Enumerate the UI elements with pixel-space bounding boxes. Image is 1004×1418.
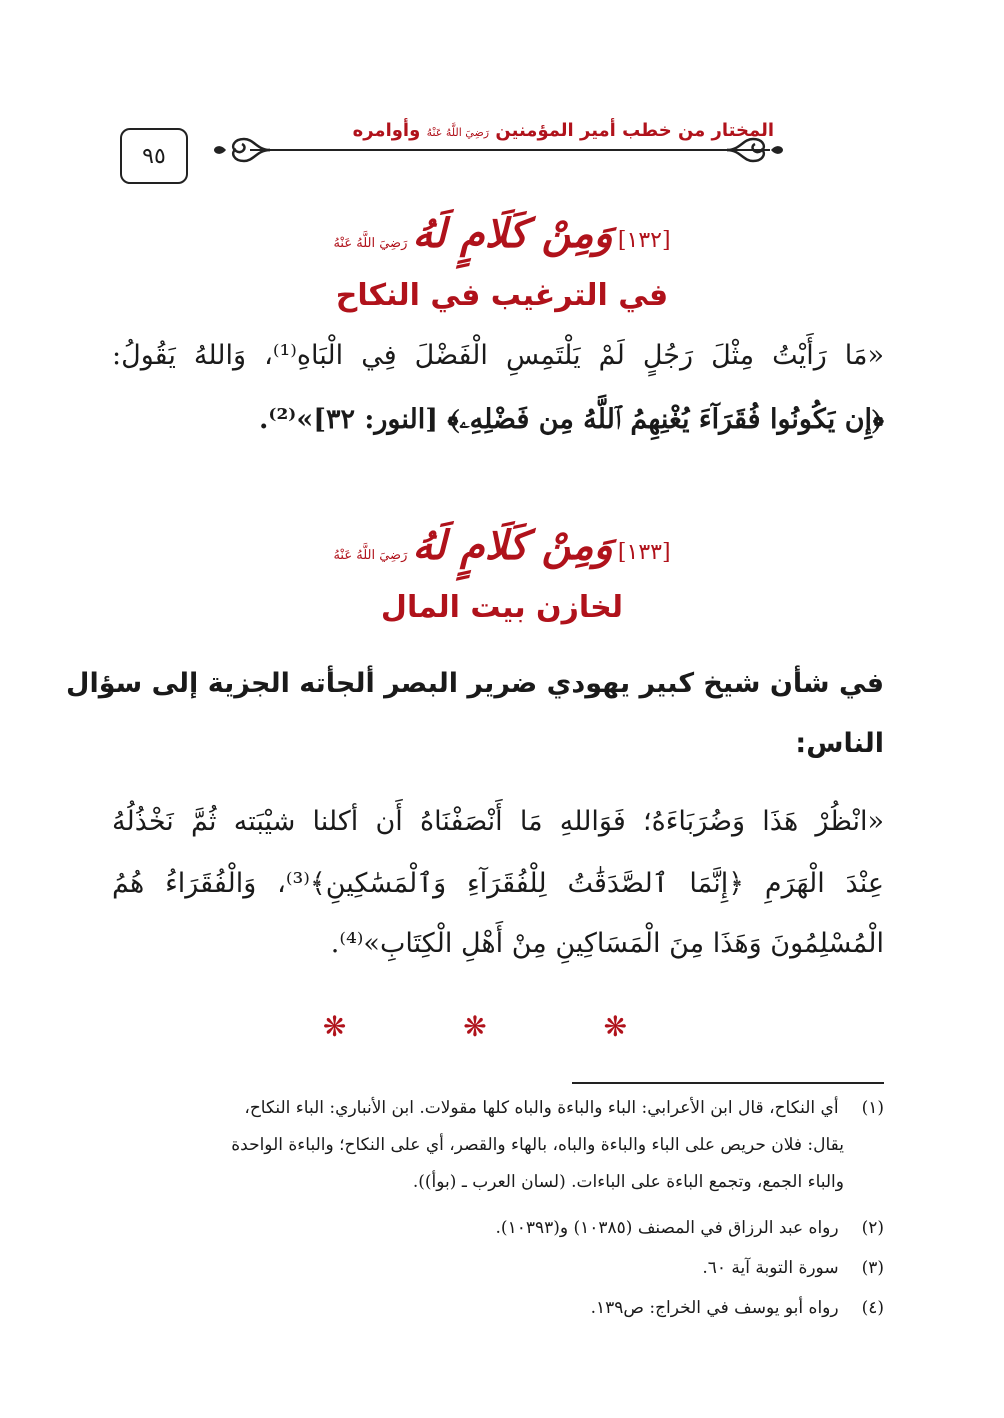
header-honorific: رَضِيَ اللَّهُ عَنْهُ [426, 126, 490, 139]
footnote-text: رواه أبو يوسف في الخراج: ص١٣٩. [590, 1298, 839, 1318]
footnote-number: (١) [861, 1098, 884, 1118]
footnote-text: رواه عبد الرزاق في المصنف (١٠٣٨٥) و(١٠٣٩٣). [495, 1218, 839, 1238]
body-text-line: «مَا رَأَيْتُ مِثْلَ رَجُلٍ لَمْ يَلْتَمِسِ الْفَضْلَ فِي الْبَاهِ⁽¹⁾، وَاللهُ يَقُولُ: [112, 340, 884, 371]
header-title-text: المختار من خطب أمير المؤمنين [495, 120, 774, 141]
footnote-number: (٣) [861, 1258, 884, 1278]
section-separator-stars: ❋ ❋ ❋ [322, 1010, 682, 1043]
section-number: [١٣٣] [617, 540, 671, 565]
footnote-rule [572, 1082, 884, 1084]
section-honorific: رَضِيَ اللَّهُ عَنْهُ [333, 548, 408, 563]
intro-text-line: في شأن شيخ كبير يهودي ضرير البصر ألجأته الجزية إلى سؤال [66, 668, 884, 699]
footnote-number: (٤) [861, 1298, 884, 1318]
section-heading [0, 522, 1004, 569]
body-text-line: ﴿إِن يَكُونُوا فُقَرَآءَ يُغْنِهِمُ ٱللَّهُ مِن فَضْلِهِۦ﴾ [النور: ٣٢]»⁽²⁾. [259, 404, 884, 435]
footnote-text: سورة التوبة آية ٦٠. [702, 1258, 839, 1278]
body-text-line: الْمُسْلِمُونَ وَهَذَا مِنَ الْمَسَاكِينِ مِنْ أَهْلِ الْكِتَابِ»⁽⁴⁾. [330, 928, 884, 959]
body-text-line: عِنْدَ الْهَرَمِ ﴿إِنَّمَا ٱلصَّدَقَٰتُ لِلْفُقَرَآءِ وَٱلْمَسَٰكِينِ﴾⁽³⁾، وَالْفُقَرَاءُ هُمُ [112, 868, 884, 899]
footnote-text: أي النكاح، قال ابن الأعرابي: الباء والباءة والباه كلها مقولات. ابن الأنباري: الباء النكاح، [244, 1098, 839, 1118]
footnote-text: والباء الجمع، وتجمع الباءة على الباءات. (لسان العرب ـ (بوأ)). [412, 1172, 844, 1192]
section-title: وَمِنْ كَلَامٍ لَهُ [412, 210, 613, 257]
footnote [114, 1258, 884, 1278]
footnote [114, 1218, 884, 1238]
header-title-tail: وأوامره [352, 120, 421, 141]
footnote [114, 1098, 884, 1118]
section-subheading: في الترغيب في النكاح [335, 278, 669, 313]
section-title: وَمِنْ كَلَامٍ لَهُ [412, 522, 613, 569]
header-rule [250, 149, 770, 151]
section-number: [١٣٢] [617, 228, 671, 253]
footnote-number: (٢) [861, 1218, 884, 1238]
intro-text-line: الناس: [795, 728, 884, 759]
section-heading [0, 210, 1004, 257]
body-text-line: «انْظُرْ هَذَا وَضُرَبَاءَهُ؛ فَوَاللهِ مَا أَنْصَفْنَاهُ أَن أكلنا شيْبَته ثُمَّ نَخْذُلُهُ [112, 806, 884, 837]
section-honorific: رَضِيَ اللَّهُ عَنْهُ [333, 236, 408, 251]
section-subheading: لخازن بيت المال [380, 590, 624, 625]
page-number: ٩٥ [120, 128, 188, 184]
running-header [353, 120, 774, 141]
footnote [114, 1298, 884, 1318]
footnote-text: يقال: فلان حريص على الباء والباءة والباه، بالهاء والقصر، أي على النكاح؛ والباءة الواحدة [231, 1135, 844, 1155]
